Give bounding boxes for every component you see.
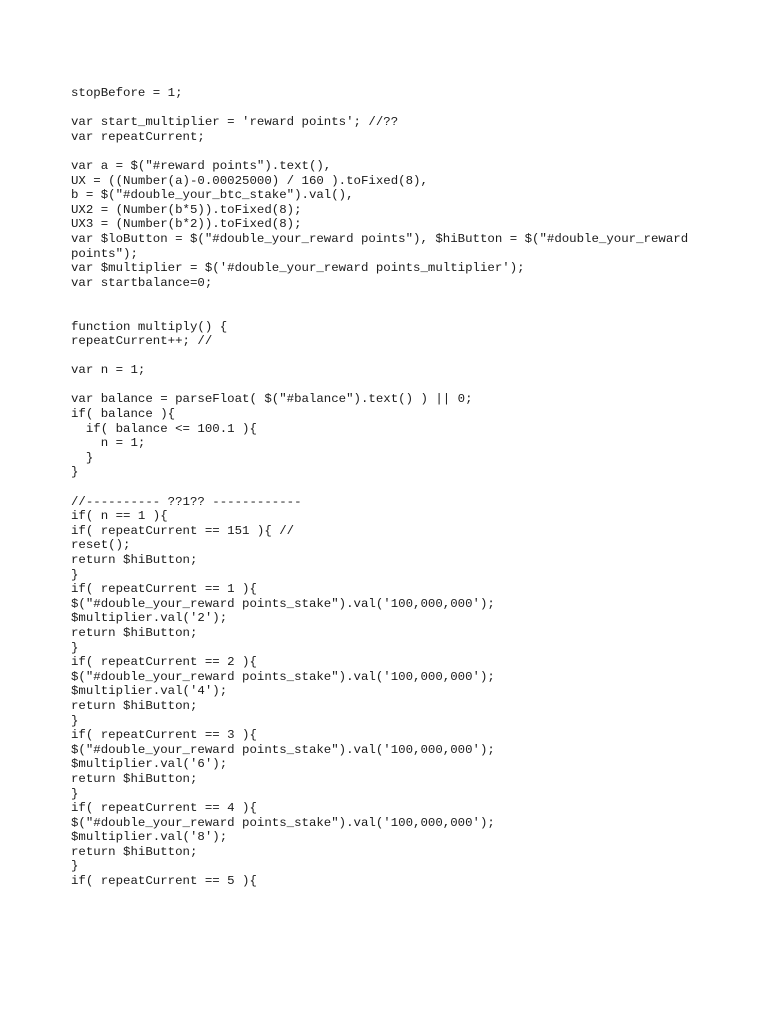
code-line: stopBefore = 1; xyxy=(71,86,183,100)
code-line: reset(); xyxy=(71,538,131,553)
code-line: var $multiplier = $('#double_your_reward points_multiplier'); xyxy=(71,261,525,276)
code-line xyxy=(71,480,731,495)
code-line: UX3 = (Number(b*2)).toFixed(8); xyxy=(71,217,302,232)
code-line: b = $("#double_your_btc_stake").val(), xyxy=(71,188,354,203)
code-line: if( repeatCurrent == 2 ){ xyxy=(71,655,257,670)
code-line: var a = $("#reward points").text(), xyxy=(71,158,332,173)
code-line: return $hiButton; xyxy=(71,698,198,713)
code-line: $multiplier.val('4'); xyxy=(71,684,228,699)
code-line: UX = ((Number(a)-0.00025000) / 160 ).toFixed(8), xyxy=(71,173,428,188)
code-line: $("#double_your_reward points_stake").val('100,000,000'); xyxy=(71,596,495,611)
code-line: $("#double_your_reward points_stake").val('100,000,000'); xyxy=(71,669,495,684)
code-line: $multiplier.val('2'); xyxy=(71,611,228,626)
code-line: } xyxy=(71,567,79,582)
code-line: var start_multiplier = 'reward points'; //?? xyxy=(71,115,399,130)
code-line: $("#double_your_reward points_stake").val('100,000,000'); xyxy=(71,742,495,757)
code-line: var $loButton = $("#double_your_reward points"), $hiButton = $("#double_your_reward xyxy=(71,231,689,246)
code-line: var balance = parseFloat( $("#balance").text() ) || 0; xyxy=(71,392,473,407)
code-line: return $hiButton; xyxy=(71,553,198,567)
code-line xyxy=(71,101,731,116)
code-line: } xyxy=(71,859,79,874)
code-line: if( repeatCurrent == 1 ){ xyxy=(71,582,257,597)
code-line: if( balance ){ xyxy=(71,407,176,422)
code-line: function multiply() { xyxy=(71,319,228,334)
code-line xyxy=(71,290,731,305)
code-line: return $hiButton; xyxy=(71,625,198,640)
code-line: var startbalance=0; xyxy=(71,275,213,290)
code-line xyxy=(71,144,731,159)
code-line: if( n == 1 ){ xyxy=(71,509,168,524)
code-line: } xyxy=(71,786,79,801)
code-line: } xyxy=(71,713,79,728)
code-line: $multiplier.val('8'); xyxy=(71,830,228,845)
code-line xyxy=(71,305,731,320)
code-line: var repeatCurrent; xyxy=(71,129,205,144)
code-line: } xyxy=(71,450,94,465)
code-line xyxy=(71,378,731,393)
code-line: $("#double_your_reward points_stake").val('100,000,000'); xyxy=(71,815,495,830)
code-line: //---------- ??1?? ------------ xyxy=(71,494,302,509)
code-line: if( repeatCurrent == 4 ){ xyxy=(71,801,257,816)
code-line: var n = 1; xyxy=(71,363,146,378)
code-line: UX2 = (Number(b*5)).toFixed(8); xyxy=(71,202,302,217)
code-line: if( repeatCurrent == 5 ){ xyxy=(71,874,257,889)
code-line: return $hiButton; xyxy=(71,844,198,859)
code-line: } xyxy=(71,640,79,655)
code-line: if( repeatCurrent == 3 ){ xyxy=(71,728,257,743)
code-line: n = 1; xyxy=(71,436,146,451)
code-line xyxy=(71,349,731,364)
code-line: if( balance <= 100.1 ){ xyxy=(71,421,257,436)
code-line: points"); xyxy=(71,246,138,261)
code-line: repeatCurrent++; // xyxy=(71,334,213,349)
code-block xyxy=(71,86,731,889)
code-line: return $hiButton; xyxy=(71,771,198,786)
code-line: if( repeatCurrent == 151 ){ // xyxy=(71,523,295,538)
code-line: } xyxy=(71,465,79,480)
code-line: $multiplier.val('6'); xyxy=(71,757,228,772)
